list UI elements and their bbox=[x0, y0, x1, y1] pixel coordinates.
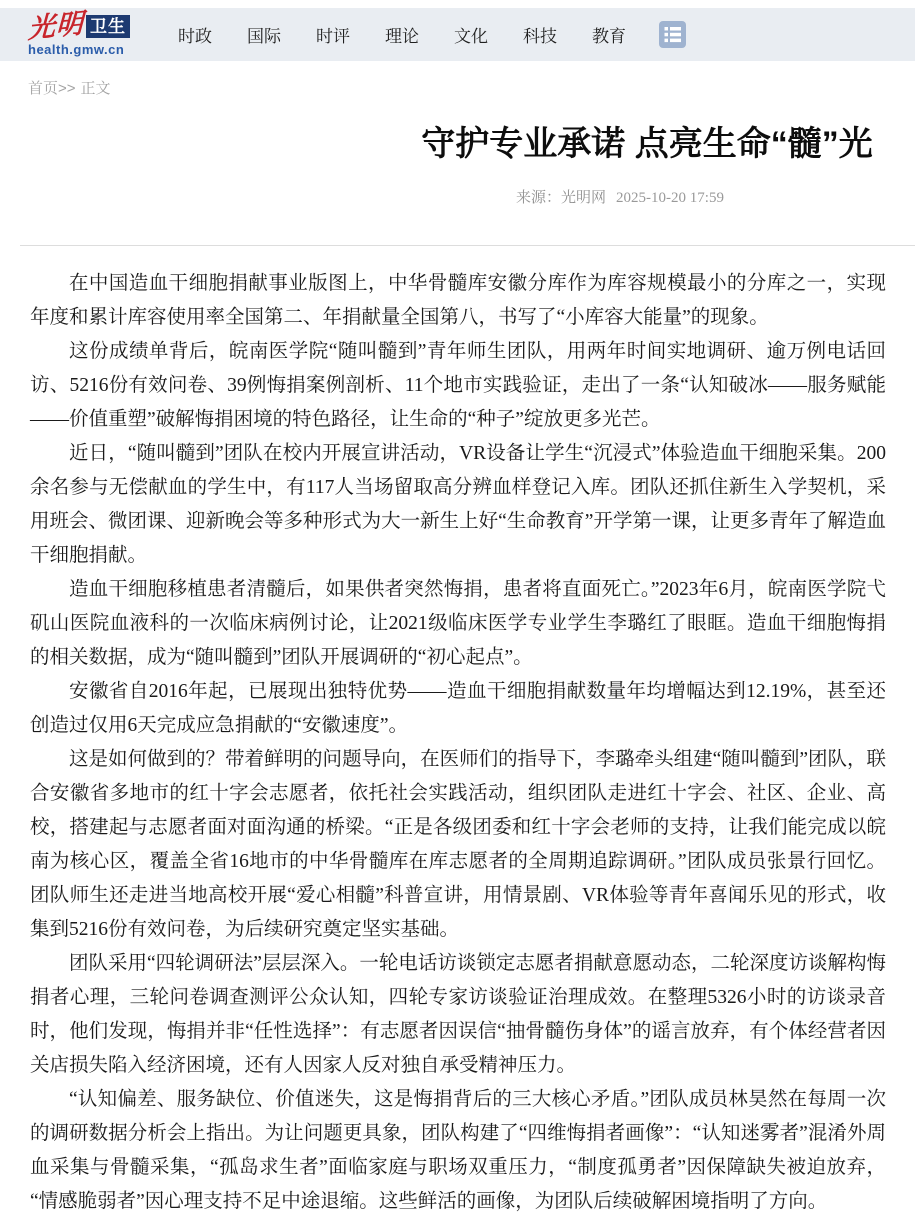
source-label: 来源： bbox=[516, 189, 562, 207]
paragraph: “认知偏差、服务缺位、价值迷失，这是悔捐背后的三大核心矛盾。”团队成员林昊然在每周一次的调研数据分析会上指出。为让问题更具象，团队构建了“四维悔捐者画像”：“认知迷雾者”混淆外周血采集与骨髓采集，“孤岛求生者”面临家庭与职场双重压力，“制度孤勇者”因保障缺失被迫放弃，“情感脆弱者”因心理支持不足中途退缩。这些鲜活的画像，为团队后续破解困境指明了方向。 bbox=[30, 1089, 886, 1213]
nav-item-shiping[interactable]: 时评 bbox=[316, 27, 350, 46]
logo-row bbox=[27, 7, 140, 45]
logo-guangming-script: 光明 bbox=[27, 7, 85, 45]
breadcrumb-separator: >> bbox=[58, 80, 76, 97]
paragraph: 在中国造血干细胞捐献事业版图上，中华骨髓库安徽分库作为库容规模最小的分库之一，实现年度和累计库容使用率全国第二、年捐献量全国第八，书写了“小库容大能量”的现象。 bbox=[30, 273, 886, 329]
nav-item-shizheng[interactable]: 时政 bbox=[178, 27, 212, 46]
nav-item-wenhua[interactable]: 文化 bbox=[454, 27, 488, 46]
page bbox=[0, 8, 915, 1218]
breadcrumb-current: 正文 bbox=[80, 80, 111, 97]
nav-item-jiaoyu[interactable]: 教育 bbox=[592, 27, 626, 46]
paragraph: 这份成绩单背后，皖南医学院“随叫髓到”青年师生团队，用两年时间实地调研、逾万例电话回访、5216份有效问卷、39例悔捐案例剖析、11个地市实践验证，走出了一条“认知破冰——服务赋能——价值重塑”破解悔捐困境的特色路径，让生命的“种子”绽放更多光芒。 bbox=[30, 341, 886, 431]
header-divider bbox=[20, 245, 915, 246]
paragraph: 造血干细胞移植患者清髓后，如果供者突然悔捐，患者将直面死亡。”2023年6月，皖南医学院弋矶山医院血液科的一次临床病例讨论，让2021级临床医学专业学生李璐红了眼眶。造血干细胞悔捐的相关数据，成为“随叫髓到”团队开展调研的“初心起点”。 bbox=[30, 579, 886, 669]
publish-datetime: 2025-10-20 17:59 bbox=[616, 190, 724, 207]
article-meta bbox=[0, 188, 915, 208]
nav-item-guoji[interactable]: 国际 bbox=[247, 27, 281, 46]
site-header bbox=[0, 8, 915, 61]
paragraph: 这是如何做到的？带着鲜明的问题导向，在医师们的指导下，李璐牵头组建“随叫髓到”团队，联合安徽省多地市的红十字会志愿者，依托社会实践活动，组织团队走进红十字会、社区、企业、高校，搭建起与志愿者面对面沟通的桥梁。“正是各级团委和红十字会老师的支持，让我们能完成以皖南为核心区，覆盖全省16地市的中华骨髓库在库志愿者的全周期追踪调研。”团队成员张景行回忆。团队师生还走进当地高校开展“爱心相髓”科普宣讲，用情景剧、VR体验等青年喜闻乐见的形式，收集到5216份有效问卷，为后续研究奠定坚实基础。 bbox=[30, 749, 886, 941]
paragraph: 团队采用“四轮调研法”层层深入。一轮电话访谈锁定志愿者捐献意愿动态，二轮深度访谈解构悔捐者心理，三轮问卷调查测评公众认知，四轮专家访谈验证治理成效。在整理5326小时的访谈录音时，他们发现，悔捐并非“任性选择”：有志愿者因误信“抽骨髓伤身体”的谣言放弃，有个体经营者因关店损失陷入经济困境，还有人因家人反对独自承受精神压力。 bbox=[30, 953, 886, 1077]
source-name: 光明网 bbox=[561, 189, 607, 207]
paragraph: 近日，“随叫髓到”团队在校内开展宣讲活动，VR设备让学生“沉浸式”体验造血干细胞采集。200余名参与无偿献血的学生中，有117人当场留取高分辨血样登记入库。团队还抓住新生入学契机，采用班会、微团课、迎新晚会等多种形式为大一新生上好“生命教育”开学第一课，让更多青年了解造血干细胞捐献。 bbox=[30, 443, 886, 567]
site-logo[interactable] bbox=[27, 7, 140, 57]
breadcrumb-home-link[interactable]: 首页 bbox=[28, 80, 59, 97]
breadcrumb bbox=[28, 78, 915, 99]
logo-domain: health.gmw.cn bbox=[28, 41, 125, 57]
page-title: 守护专业承诺 点亮生命“髓”光 bbox=[421, 125, 873, 163]
logo-health-badge: 卫生 bbox=[86, 15, 130, 38]
nav-item-lilun[interactable]: 理论 bbox=[385, 27, 419, 46]
paragraph: 安徽省自2016年起，已展现出独特优势——造血干细胞捐献数量年均增幅达到12.19%，甚至还创造过仅用6天完成应急捐献的“安徽速度”。 bbox=[30, 681, 886, 737]
article-body bbox=[30, 267, 886, 1218]
nav-item-keji[interactable]: 科技 bbox=[523, 27, 557, 46]
main-nav bbox=[178, 22, 626, 47]
menu-list-icon[interactable] bbox=[659, 21, 686, 48]
